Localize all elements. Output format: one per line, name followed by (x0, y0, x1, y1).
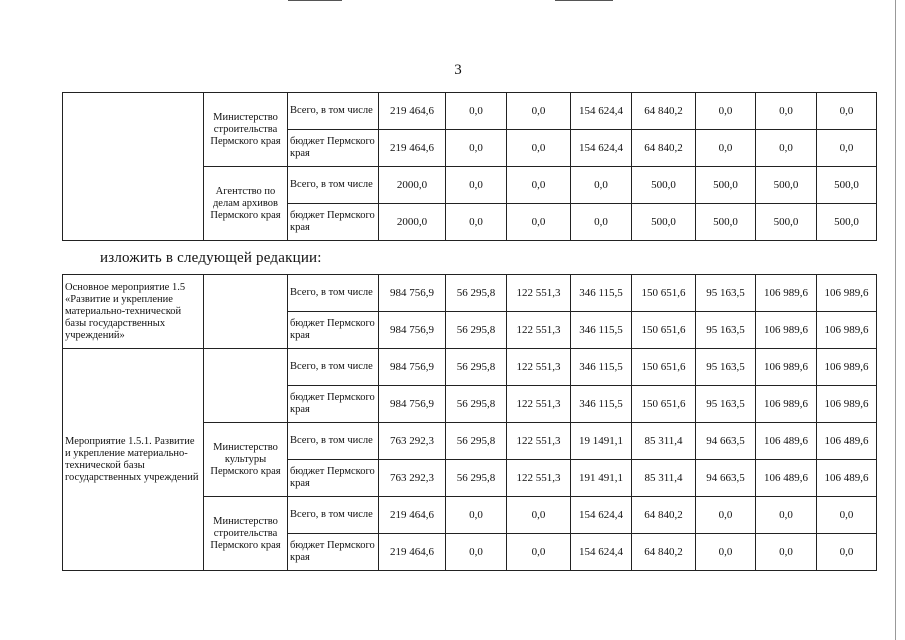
value-cell: 191 491,1 (571, 460, 632, 497)
value-cell: 94 663,5 (696, 460, 756, 497)
value-cell: 0,0 (696, 497, 756, 534)
value-cell: 106 989,6 (756, 349, 817, 386)
main-activity-cell: Основное мероприятие 1.5 «Развитие и укрепление материально-технической базы государственных учреждений» (63, 275, 204, 349)
value-cell: 346 115,5 (571, 312, 632, 349)
value-cell: 56 295,8 (446, 460, 507, 497)
value-cell: 56 295,8 (446, 312, 507, 349)
value-cell: 0,0 (756, 534, 817, 571)
source-cell: Всего, в том числе (288, 349, 379, 386)
value-cell: 56 295,8 (446, 423, 507, 460)
value-cell: 0,0 (507, 167, 571, 204)
value-cell: 94 663,5 (696, 423, 756, 460)
activity-cell: Мероприятие 1.5.1. Развитие и укрепление материально-технической базы государственных учреждений (63, 349, 204, 571)
value-cell: 0,0 (756, 130, 817, 167)
value-cell: 0,0 (446, 167, 507, 204)
value-cell: 106 489,6 (817, 423, 877, 460)
value-cell: 154 624,4 (571, 534, 632, 571)
value-cell: 122 551,3 (507, 312, 571, 349)
value-cell: 219 464,6 (379, 534, 446, 571)
value-cell: 0,0 (446, 204, 507, 241)
value-cell: 0,0 (446, 130, 507, 167)
value-cell: 154 624,4 (571, 497, 632, 534)
value-cell: 64 840,2 (632, 534, 696, 571)
amendment-caption: изложить в следующей редакции: (100, 250, 322, 266)
value-cell: 0,0 (696, 130, 756, 167)
value-cell: 763 292,3 (379, 460, 446, 497)
value-cell: 19 1491,1 (571, 423, 632, 460)
value-cell: 122 551,3 (507, 423, 571, 460)
value-cell: 500,0 (696, 167, 756, 204)
source-cell: бюджет Пермского края (288, 534, 379, 571)
value-cell: 106 989,6 (756, 275, 817, 312)
table-row (63, 93, 877, 130)
value-cell: 984 756,9 (379, 386, 446, 423)
value-cell: 122 551,3 (507, 349, 571, 386)
value-cell: 0,0 (507, 93, 571, 130)
value-cell: 122 551,3 (507, 275, 571, 312)
source-cell: Всего, в том числе (288, 423, 379, 460)
value-cell: 95 163,5 (696, 349, 756, 386)
table-row (63, 275, 877, 312)
value-cell: 106 489,6 (817, 460, 877, 497)
value-cell: 0,0 (571, 167, 632, 204)
value-cell: 0,0 (507, 204, 571, 241)
value-cell: 106 989,6 (756, 312, 817, 349)
value-cell: 56 295,8 (446, 386, 507, 423)
value-cell: 500,0 (632, 204, 696, 241)
value-cell: 122 551,3 (507, 386, 571, 423)
value-cell: 0,0 (507, 497, 571, 534)
value-cell: 984 756,9 (379, 349, 446, 386)
empty-cell (204, 275, 288, 349)
value-cell: 219 464,6 (379, 497, 446, 534)
value-cell: 346 115,5 (571, 275, 632, 312)
value-cell: 500,0 (817, 204, 877, 241)
value-cell: 219 464,6 (379, 93, 446, 130)
value-cell: 0,0 (446, 93, 507, 130)
value-cell: 0,0 (696, 93, 756, 130)
source-cell: Всего, в том числе (288, 275, 379, 312)
source-cell: бюджет Пермского края (288, 130, 379, 167)
source-cell: бюджет Пермского края (288, 460, 379, 497)
value-cell: 64 840,2 (632, 93, 696, 130)
value-cell: 500,0 (756, 204, 817, 241)
value-cell: 85 311,4 (632, 423, 696, 460)
value-cell: 106 989,6 (756, 386, 817, 423)
value-cell: 106 489,6 (756, 460, 817, 497)
value-cell: 0,0 (696, 534, 756, 571)
value-cell: 0,0 (507, 534, 571, 571)
source-cell: бюджет Пермского края (288, 204, 379, 241)
value-cell: 984 756,9 (379, 312, 446, 349)
value-cell: 64 840,2 (632, 497, 696, 534)
value-cell: 106 989,6 (817, 312, 877, 349)
value-cell: 0,0 (756, 93, 817, 130)
org-cell: Агентство по делам архивов Пермского края (204, 167, 288, 241)
value-cell: 85 311,4 (632, 460, 696, 497)
source-cell: Всего, в том числе (288, 93, 379, 130)
org-cell: Министерство культуры Пермского края (204, 423, 288, 497)
source-cell: Всего, в том числе (288, 497, 379, 534)
bottom-table (62, 274, 877, 571)
value-cell: 56 295,8 (446, 349, 507, 386)
value-cell: 95 163,5 (696, 312, 756, 349)
source-cell: Всего, в том числе (288, 167, 379, 204)
value-cell: 150 651,6 (632, 312, 696, 349)
page-number: 3 (454, 62, 462, 78)
value-cell: 500,0 (696, 204, 756, 241)
org-cell: Министерство строительства Пермского края (204, 93, 288, 167)
value-cell: 0,0 (446, 534, 507, 571)
empty-cell (204, 349, 288, 423)
value-cell: 95 163,5 (696, 386, 756, 423)
value-cell: 346 115,5 (571, 386, 632, 423)
value-cell: 984 756,9 (379, 275, 446, 312)
table-row (63, 349, 877, 386)
value-cell: 500,0 (817, 167, 877, 204)
scan-edge-line (895, 0, 896, 640)
value-cell: 56 295,8 (446, 275, 507, 312)
empty-cell (63, 93, 204, 241)
value-cell: 150 651,6 (632, 349, 696, 386)
value-cell: 0,0 (817, 534, 877, 571)
value-cell: 0,0 (817, 130, 877, 167)
value-cell: 150 651,6 (632, 275, 696, 312)
value-cell: 150 651,6 (632, 386, 696, 423)
value-cell: 0,0 (507, 130, 571, 167)
value-cell: 500,0 (756, 167, 817, 204)
value-cell: 0,0 (571, 204, 632, 241)
value-cell: 154 624,4 (571, 93, 632, 130)
value-cell: 64 840,2 (632, 130, 696, 167)
source-cell: бюджет Пермского края (288, 386, 379, 423)
value-cell: 106 989,6 (817, 275, 877, 312)
top-rule-left (288, 0, 342, 1)
value-cell: 763 292,3 (379, 423, 446, 460)
top-table (62, 92, 877, 241)
value-cell: 95 163,5 (696, 275, 756, 312)
value-cell: 106 989,6 (817, 386, 877, 423)
value-cell: 500,0 (632, 167, 696, 204)
value-cell: 346 115,5 (571, 349, 632, 386)
value-cell: 2000,0 (379, 204, 446, 241)
top-rule-right (555, 0, 613, 1)
value-cell: 0,0 (446, 497, 507, 534)
value-cell: 154 624,4 (571, 130, 632, 167)
value-cell: 2000,0 (379, 167, 446, 204)
value-cell: 122 551,3 (507, 460, 571, 497)
source-cell: бюджет Пермского края (288, 312, 379, 349)
value-cell: 106 489,6 (756, 423, 817, 460)
value-cell: 219 464,6 (379, 130, 446, 167)
value-cell: 0,0 (756, 497, 817, 534)
org-cell: Министерство строительства Пермского края (204, 497, 288, 571)
value-cell: 106 989,6 (817, 349, 877, 386)
value-cell: 0,0 (817, 497, 877, 534)
value-cell: 0,0 (817, 93, 877, 130)
